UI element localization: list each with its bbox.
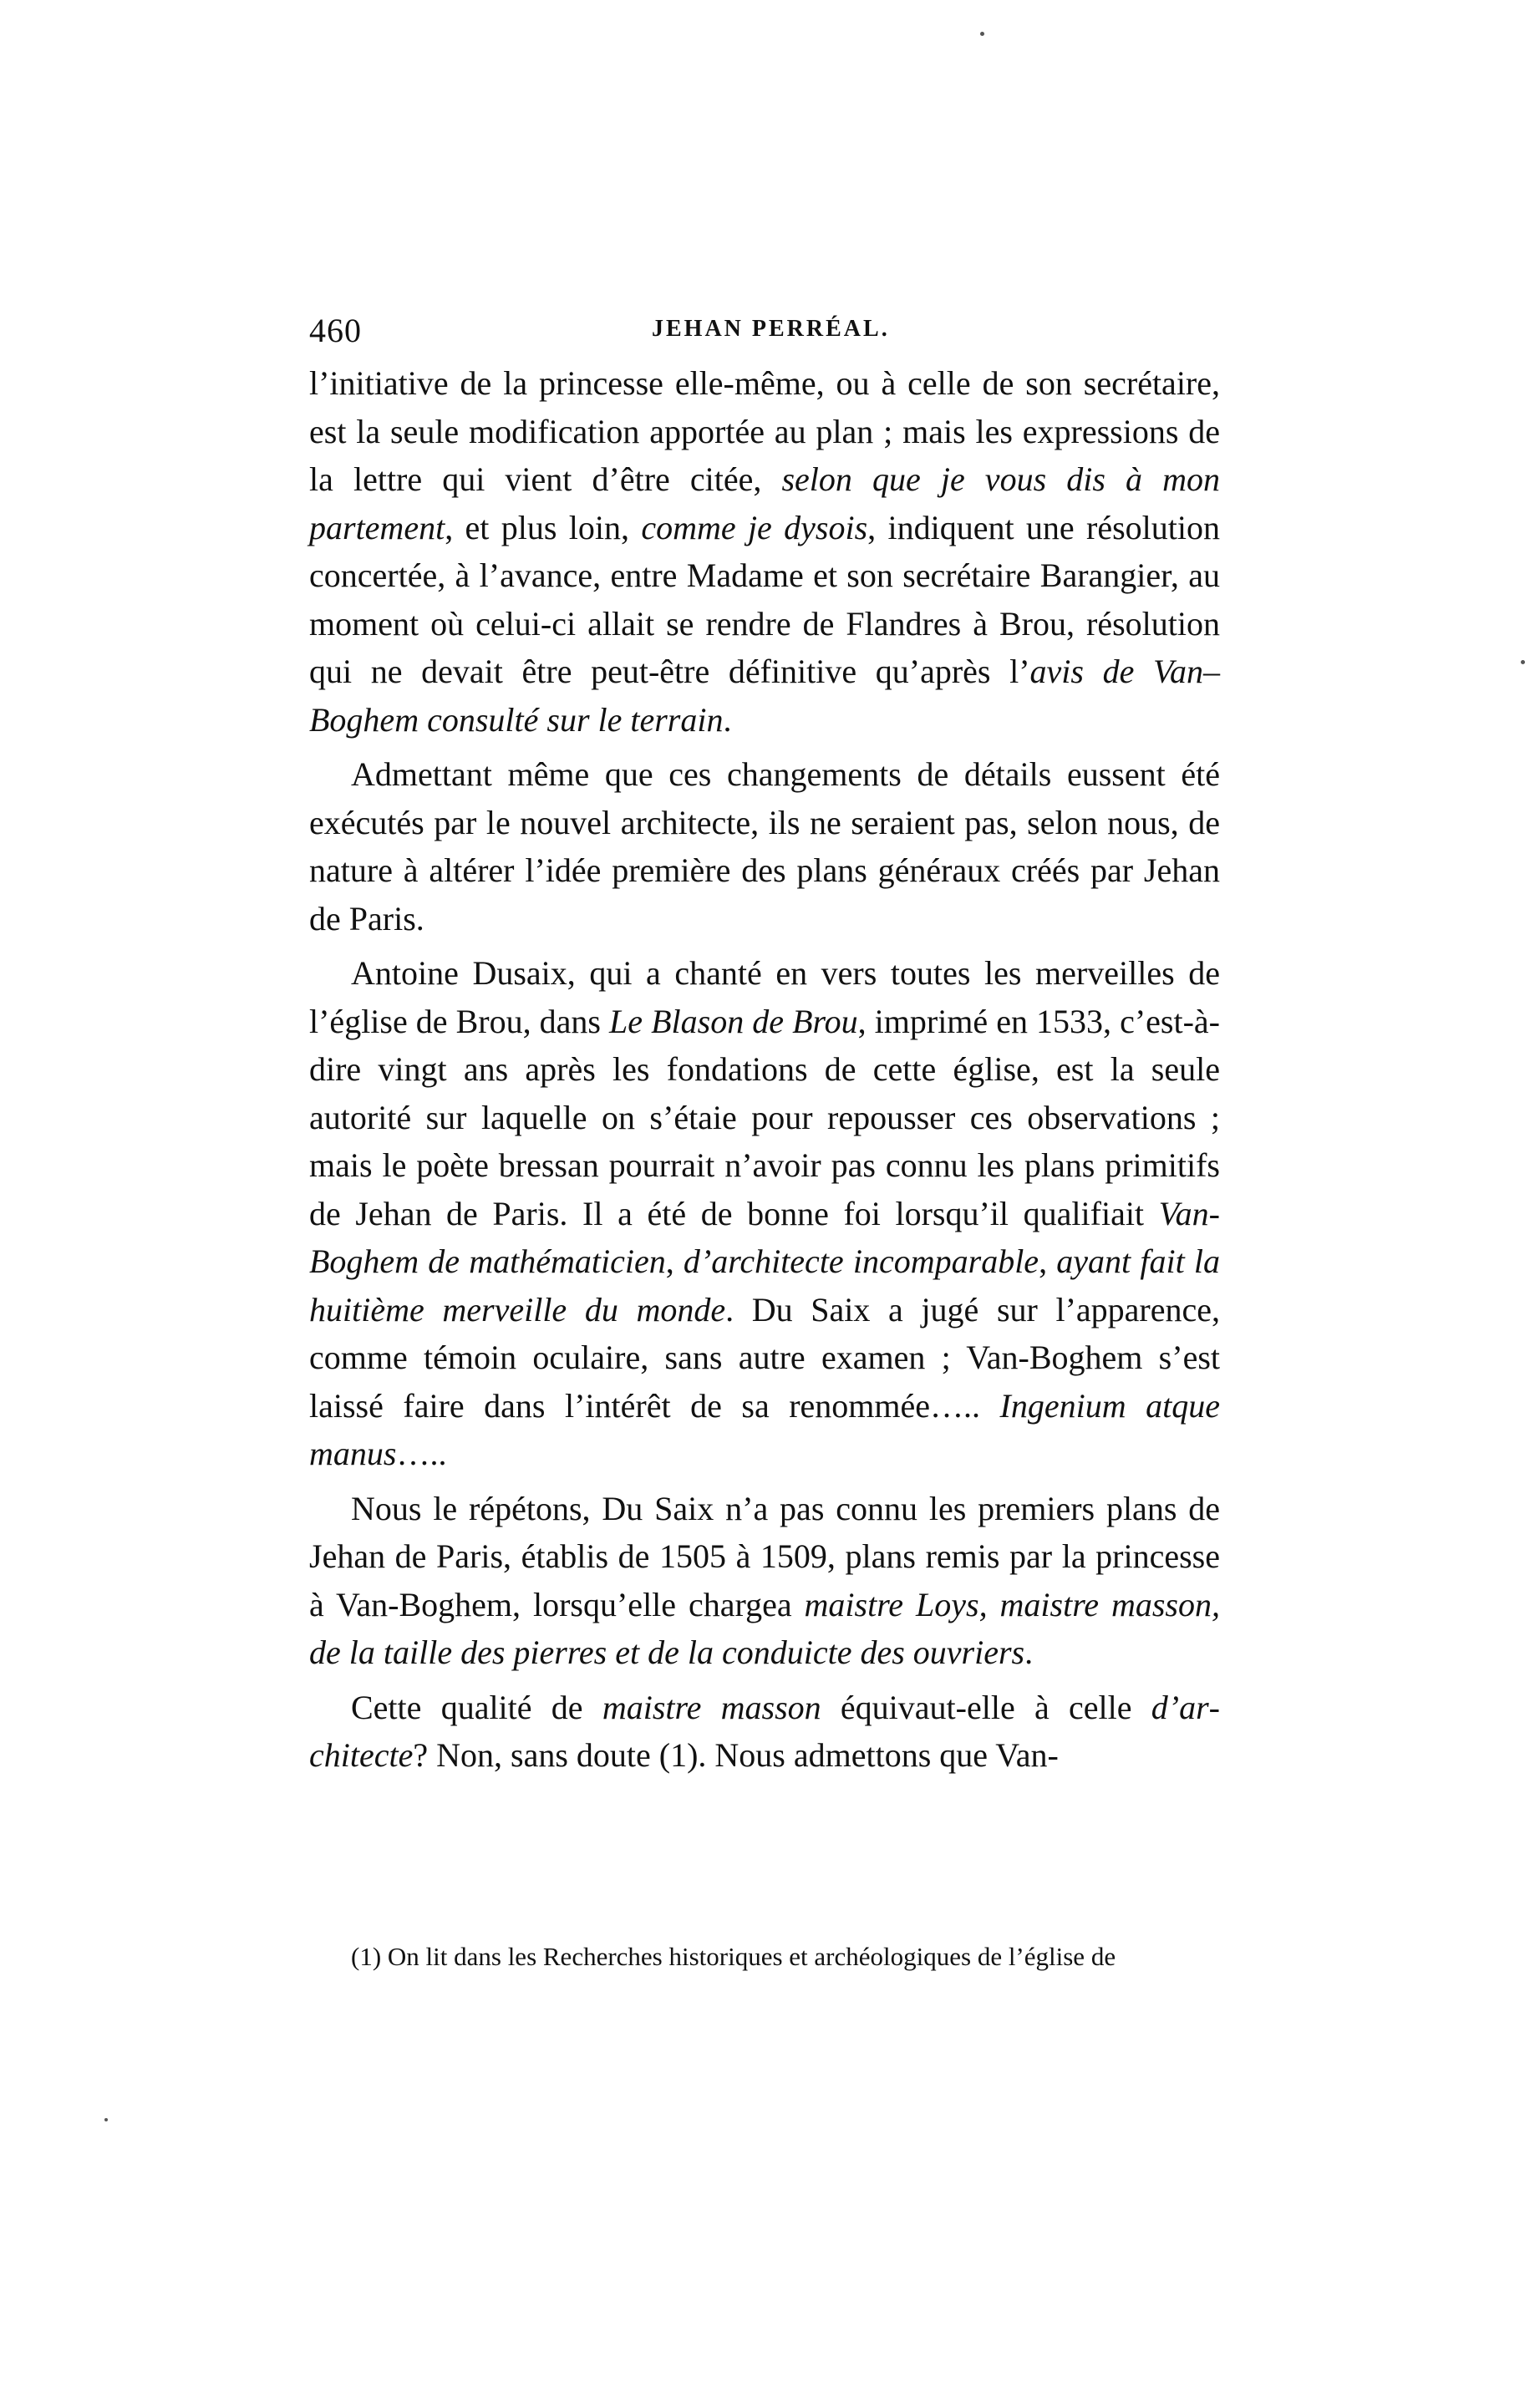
italic-text: maistre masson xyxy=(602,1688,821,1726)
italic-text: Ingenium atque manus xyxy=(309,1386,1220,1472)
text-run: l’initiative de la princesse elle-même, ou à celle de son secrétaire, est la seule modification apportée au plan ; mais les expressions de la lettre qui vient d’être citée, xyxy=(309,364,1220,498)
italic-text: Le Blason de Brou xyxy=(609,1002,858,1040)
scan-speck xyxy=(104,2118,108,2121)
text-run: . Du Saix a jugé sur l’apparence, comme témoin oculaire, sans autre examen ; Van-Boghem s’est laissé faire dans l’intérêt de sa renommée….. xyxy=(309,1290,1221,1425)
scan-speck xyxy=(1521,660,1525,664)
text-run: . xyxy=(723,700,732,739)
text-run: , indiquent une résolution concertée, à l’avance, entre Madame et son secrétaire Barangier, au moment où celui-ci allait se rendre de Flandres à Brou, résolution qui ne devait être peut-être définitive qu’après l’ xyxy=(309,508,1221,690)
paragraph xyxy=(309,359,1220,744)
paragraph xyxy=(309,1684,1220,1780)
text-run: Cette qualité de xyxy=(351,1688,602,1726)
page-header xyxy=(309,311,1228,353)
italic-text: ayant fait la huitième merveille du monde xyxy=(309,1242,1220,1329)
paragraph xyxy=(309,1485,1220,1677)
text-run: . xyxy=(1024,1633,1034,1671)
scan-speck xyxy=(980,32,984,36)
text-run: ….. xyxy=(396,1435,447,1472)
italic-text: selon que je vous dis à mon partement xyxy=(309,460,1220,546)
footnote: (1) On lit dans les Recherches historiques et archéologiques de l’église de xyxy=(351,1942,1116,1971)
page-number: 460 xyxy=(309,312,362,349)
italic-text: d’architecte incomparable xyxy=(683,1242,1039,1280)
text-run: équivaut-elle à celle xyxy=(821,1688,1151,1726)
body-text xyxy=(309,359,1220,1780)
text-run: , et plus loin, xyxy=(445,508,642,546)
text-run: Nous le répétons, Du Saix n’a pas connu les premiers plans de Jehan de Paris, établis de 1505 à 1509, plans remis par la princesse à Van-Boghem, lorsqu’elle chargea xyxy=(309,1489,1220,1623)
running-head: JEHAN PERRÉAL. xyxy=(652,316,890,342)
italic-text: comme je dysois xyxy=(641,508,868,546)
paragraph xyxy=(309,949,1220,1478)
text-run: , xyxy=(665,1242,684,1280)
italic-text: Van-Boghem de mathématicien xyxy=(309,1194,1220,1280)
text-run: ? Non, sans doute (1). Nous admettons que Van- xyxy=(413,1736,1059,1774)
footnotes xyxy=(309,1938,1220,1975)
italic-text: maistre Loys, maistre masson, de la taille des pierres et de la conduicte des ouvriers xyxy=(309,1585,1220,1671)
text-run: Admettant même que ces changements de détails eussent été exécutés par le nouvel architecte, ils ne seraient pas, selon nous, de nature à altérer l’idée première des plans généraux créés par Jehan de Paris. xyxy=(309,755,1220,937)
text-run: , xyxy=(1039,1242,1057,1280)
italic-text: d’architecte xyxy=(309,1688,1220,1774)
text-run: Antoine Dusaix, qui a chanté en vers toutes les merveilles de l’église de Brou, dans xyxy=(309,954,1220,1040)
italic-text: avis de Van–Boghem consulté sur le terrain xyxy=(309,653,1221,739)
paragraph xyxy=(309,750,1220,942)
text-run: , imprimé en 1533, c’est-à-dire vingt ans après les fondations de cette église, est la seule autorité sur laquelle on s’étaie pour repousser ces observations ; mais le poète bressan pourrait n’avoir pas connu les plans primitifs de Jehan de Paris. Il a été de bonne foi lorsqu’il qualifiait xyxy=(309,1002,1220,1232)
